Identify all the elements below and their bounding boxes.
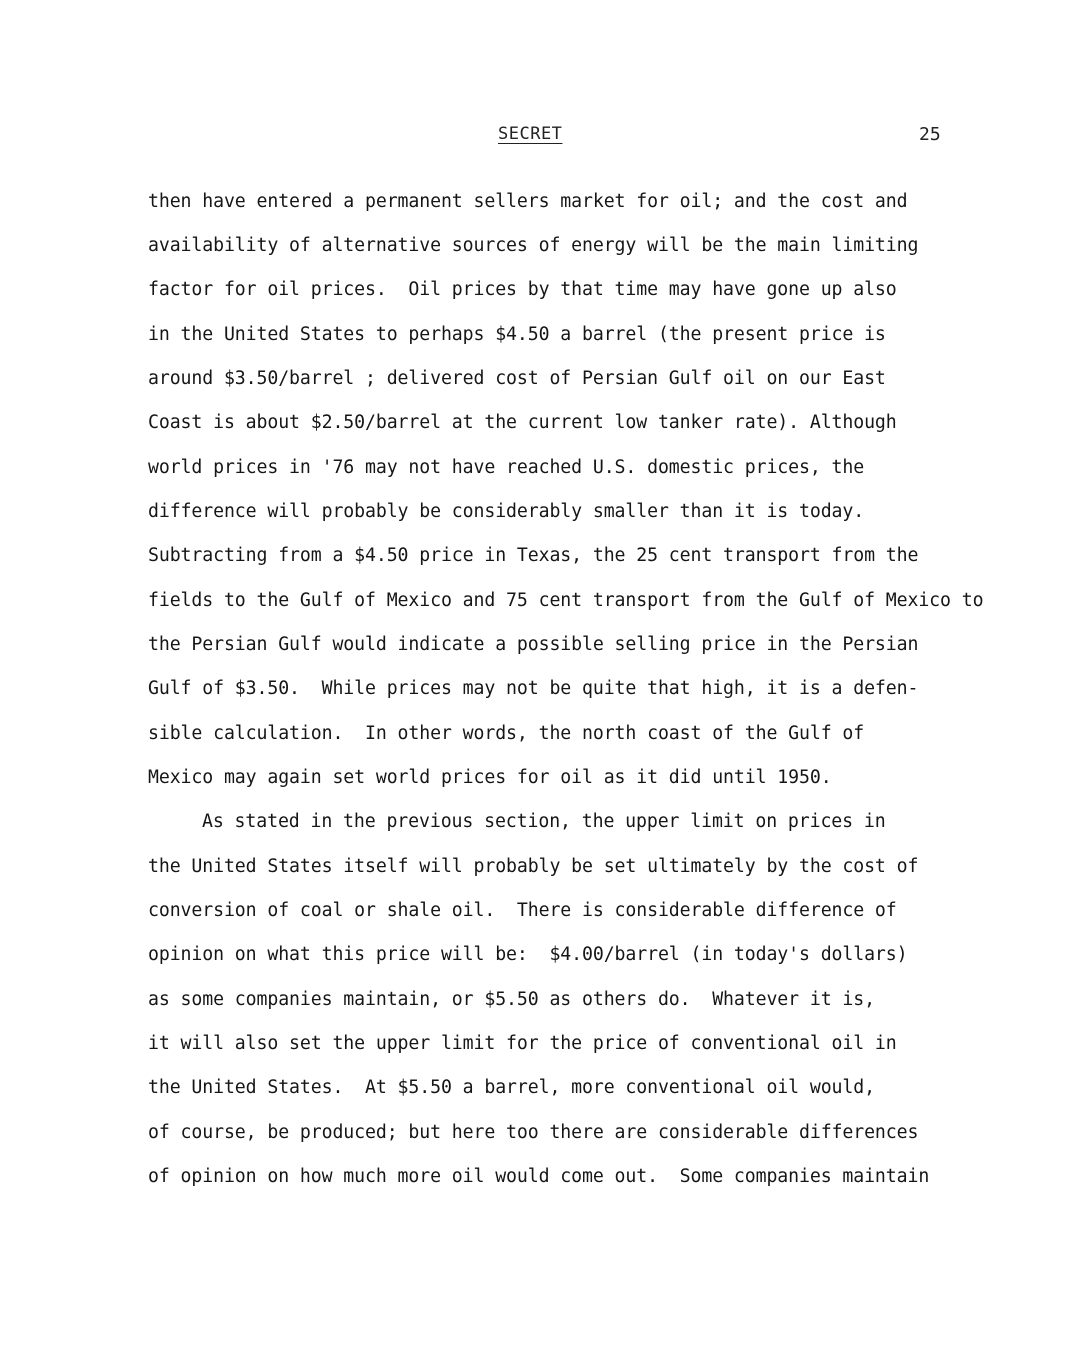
text-line: the United States itself will probably be set ultimately by the cost of (148, 856, 919, 877)
text-line: it will also set the upper limit for the price of conventional oil in (148, 1033, 897, 1054)
text-line: difference will probably be considerably smaller than it is today. (148, 501, 865, 522)
text-line: of opinion on how much more oil would come out. Some companies maintain (148, 1166, 930, 1187)
text-line: of course, be produced; but here too there are considerable differences (148, 1122, 919, 1143)
text-line: in the United States to perhaps $4.50 a barrel (the present price is (148, 324, 886, 345)
text-line: as some companies maintain, or $5.50 as others do. Whatever it is, (148, 989, 875, 1010)
text-line: then have entered a permanent sellers market for oil; and the cost and (148, 191, 908, 212)
text-line: fields to the Gulf of Mexico and 75 cent transport from the Gulf of Mexico to (148, 590, 984, 611)
text-line: availability of alternative sources of energy will be the main limiting (148, 235, 919, 256)
text-line: Subtracting from a $4.50 price in Texas, the 25 cent transport from the (148, 545, 919, 566)
text-line: Coast is about $2.50/barrel at the current low tanker rate). Although (148, 412, 897, 433)
text-line: Gulf of $3.50. While prices may not be quite that high, it is a defen- (148, 678, 919, 699)
text-line: opinion on what this price will be: $4.00/barrel (in today's dollars) (148, 944, 908, 965)
text-line: factor for oil prices. Oil prices by that time may have gone up also (148, 279, 897, 300)
text-line: conversion of coal or shale oil. There is considerable difference of (148, 900, 897, 921)
text-line: around $3.50/barrel ; delivered cost of Persian Gulf oil on our East (148, 368, 886, 389)
text-line: Mexico may again set world prices for oil as it did until 1950. (148, 767, 832, 788)
paragraph-first-line: As stated in the previous section, the upper limit on prices in (202, 811, 886, 832)
classification-header: SECRET (498, 124, 563, 144)
page-number: 25 (919, 124, 941, 145)
text-line: the United States. At $5.50 a barrel, more conventional oil would, (148, 1077, 875, 1098)
text-line: the Persian Gulf would indicate a possible selling price in the Persian (148, 634, 919, 655)
text-line: world prices in '76 may not have reached U.S. domestic prices, the (148, 457, 865, 478)
text-line: sible calculation. In other words, the north coast of the Gulf of (148, 723, 865, 744)
